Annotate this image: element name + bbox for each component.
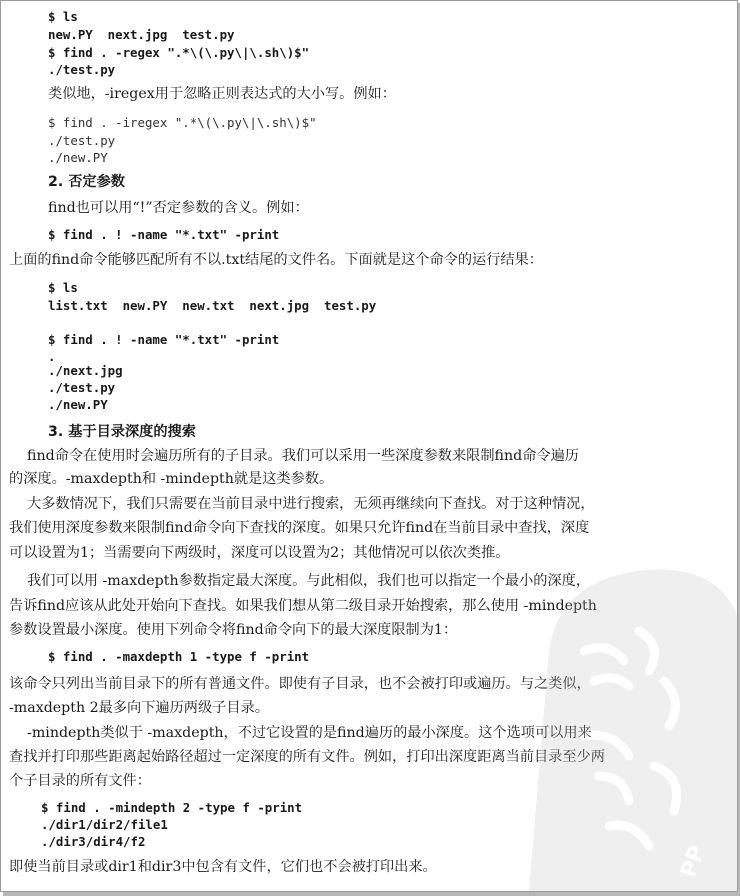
paragraph-line: 参数设置最小深度。使用下列命令将find命令向下的最大深度限制为1： <box>9 622 458 638</box>
paragraph-line: 大多数情况下，我们只需要在当前目录中进行搜索，无须再继续向下查找。对于这种情况， <box>9 496 595 512</box>
code-line: $ find . -mindepth 2 -type f -print <box>41 800 303 815</box>
paragraph-line: 类似地，-iregex用于忽略正则表达式的大小写。例如： <box>48 86 396 102</box>
paragraph-line: 我们可以用 -maxdepth参数指定最大深度。与此相似，我们也可以指定一个最小的深度， <box>9 573 591 589</box>
stamp-text: PP <box>676 842 711 882</box>
code-line: ./dir3/dir4/f2 <box>41 834 146 849</box>
code-line: ./test.py <box>48 380 116 395</box>
paragraph-line: 我们使用深度参数来限制find命令向下查找的深度。如果只允许find在当前目录中查找，深度 <box>9 520 590 536</box>
paragraph-line: 的深度。-maxdepth和 -mindepth就是这类参数。 <box>9 471 334 487</box>
paragraph-line: -mindepth类似于 -maxdepth，不过它设置的是find遍历的最小深度。这个选项可以用来 <box>9 725 592 741</box>
code-line: $ find . -iregex ".*\(\.py\|\.sh\)$" <box>48 115 317 130</box>
section-heading: 3. 基于目录深度的搜索 <box>48 424 196 440</box>
paragraph-line: 该命令只列出当前目录下的所有普通文件。即使有子目录，也不会被打印或遍历。与之类似， <box>9 676 591 692</box>
code-line: ./next.jpg <box>48 363 123 378</box>
paragraph-line: 告诉find应该从此处开始向下查找。如果我们想从第二级目录开始搜索，那么使用 -mindepth <box>9 598 597 614</box>
code-line: $ find . -regex ".*\(\.py\|\.sh\)$" <box>48 45 310 60</box>
paragraph-line: 个子目录的所有文件： <box>9 773 151 789</box>
code-line: new.PY next.jpg test.py <box>48 27 235 42</box>
code-line: ./test.py <box>48 62 116 77</box>
paragraph-line: 可以设置为1；当需要向下两级时，深度可以设置为2；其他情况可以依次类推。 <box>9 545 510 561</box>
code-line: $ find . ! -name "*.txt" -print <box>48 332 280 347</box>
paragraph-line: 上面的find命令能够匹配所有不以.txt结尾的文件名。下面就是这个命令的运行结果： <box>9 252 543 268</box>
paragraph-line: 查找并打印那些距离起始路径超过一定深度的所有文件。例如，打印出深度距离当前目录至少两 <box>9 749 605 765</box>
code-line: ./new.PY <box>48 150 108 165</box>
code-line: ./dir1/dir2/file1 <box>41 817 168 832</box>
code-line: $ find . -maxdepth 1 -type f -print <box>48 649 310 664</box>
code-line: $ ls <box>48 280 78 295</box>
paragraph-line: 即使当前目录或dir1和dir3中包含有文件，它们也不会被打印出来。 <box>9 859 437 875</box>
paragraph-line: find也可以用“!”否定参数的含义。例如： <box>48 200 309 216</box>
paragraph-line: -maxdepth 2最多向下遍历两级子目录。 <box>9 700 269 716</box>
code-line: $ ls <box>48 9 78 24</box>
page-shadow-bottom <box>3 892 740 896</box>
code-line: list.txt new.PY new.txt next.jpg test.py <box>48 298 377 313</box>
paragraph-line: find命令在使用时会遍历所有的子目录。我们可以采用一些深度参数来限制find命令遍历 <box>9 448 579 464</box>
section-heading: 2. 否定参数 <box>48 174 125 190</box>
code-line: $ find . ! -name "*.txt" -print <box>48 227 280 242</box>
code-line: . <box>48 349 56 364</box>
code-line: ./test.py <box>48 133 116 148</box>
code-line: ./new.PY <box>48 397 108 412</box>
